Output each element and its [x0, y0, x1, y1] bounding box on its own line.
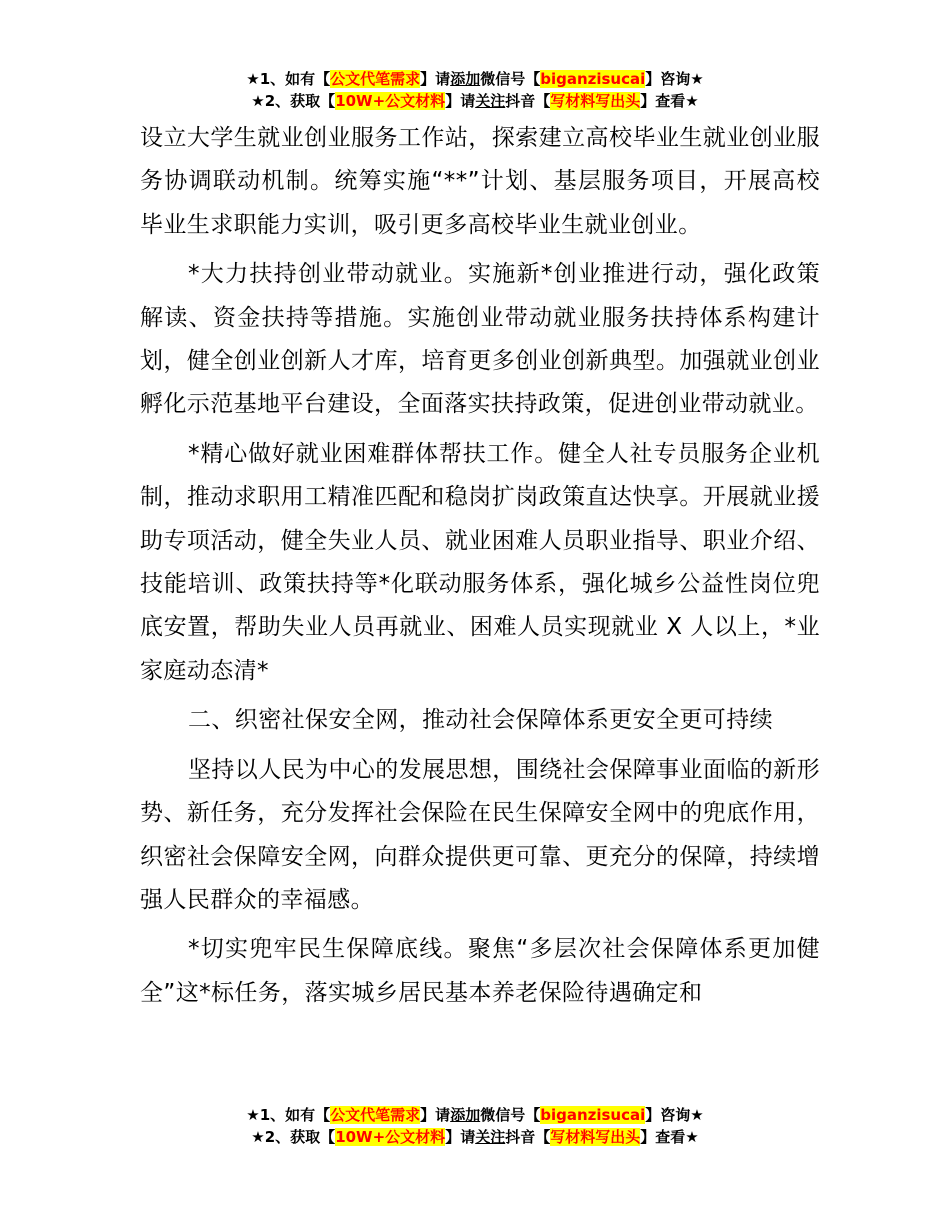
banner-highlight: 公文代笔需求 — [330, 1106, 421, 1124]
banner-text: ★1、如有【 — [246, 1106, 331, 1124]
banner-text: 】查看★ — [640, 92, 699, 110]
banner-underlined: 关注 — [475, 1128, 506, 1146]
banner-text: 】请 — [420, 1106, 451, 1124]
header-banner — [0, 68, 950, 112]
banner-line-2 — [0, 90, 950, 112]
banner-text: 】请 — [445, 92, 476, 110]
banner-highlight: 10W+公文材料 — [335, 92, 446, 110]
banner-text: 】查看★ — [640, 1128, 699, 1146]
paragraph-2: *大力扶持创业带动就业。实施新*创业推进行动，强化政策解读、资金扶持等措施。实施创业带动就业服务扶持体系构建计划，健全创业创新人才库，培育更多创业创新典型。加强就业创业孵化示范基地平台建设，全面落实扶持政策，促进创业带动就业。 — [140, 261, 820, 418]
banner-highlight: 写材料写出头 — [550, 1128, 641, 1146]
banner-text: 】咨询★ — [645, 1106, 704, 1124]
document-body — [140, 117, 820, 1015]
banner-text: ★2、获取【 — [251, 92, 336, 110]
paragraph-3: *精心做好就业困难群体帮扶工作。健全人社专员服务企业机制，推动求职用工精准匹配和稳岗扩岗政策直达快享。开展就业援助专项活动，健全失业人员、就业困难人员职业指导、职业介绍、技能培训、政策扶持等*化联动服务体系，强化城乡公益性岗位兜底安置，帮助失业人员再就业、困难人员实现就业 X 人以上，*业家庭动态清* — [140, 440, 820, 684]
banner-underlined: 关注 — [475, 92, 506, 110]
paragraph-4: 坚持以人民为中心的发展思想，围绕社会保障事业面临的新形势、新任务，充分发挥社会保险在民生保障安全网中的兜底作用，织密社会保障安全网，向群众提供更可靠、更充分的保障，持续增强人民群众的幸福感。 — [140, 756, 820, 913]
banner-text: 】咨询★ — [645, 70, 704, 88]
banner-highlight: 10W+公文材料 — [335, 1128, 446, 1146]
banner-text: ★1、如有【 — [246, 70, 331, 88]
banner-text: 微信号【 — [480, 70, 541, 88]
banner-line-2 — [0, 1126, 950, 1148]
banner-text: 】请 — [445, 1128, 476, 1146]
banner-highlight: 写材料写出头 — [550, 92, 641, 110]
banner-line-1 — [0, 1104, 950, 1126]
footer-banner — [0, 1104, 950, 1148]
banner-highlight: biganzisucai — [540, 70, 646, 88]
banner-text: 抖音【 — [505, 1128, 551, 1146]
section-heading: 二、织密社保安全网，推动社会保障体系更安全更可持续 — [188, 707, 773, 734]
paragraph-1: 设立大学生就业创业服务工作站，探索建立高校毕业生就业创业服务协调联动机制。统筹实施“**”计划、基层服务项目，开展高校毕业生求职能力实训，吸引更多高校毕业生就业创业。 — [140, 125, 820, 238]
banner-highlight: biganzisucai — [540, 1106, 646, 1124]
banner-text: 微信号【 — [480, 1106, 541, 1124]
paragraph-5: *切实兜牢民生保障底线。聚焦“多层次社会保障体系更加健全”这*标任务，落实城乡居民基本养老保险待遇确定和 — [140, 936, 820, 1006]
banner-text: 抖音【 — [505, 92, 551, 110]
banner-line-1 — [0, 68, 950, 90]
banner-highlight: 公文代笔需求 — [330, 70, 421, 88]
banner-text: 】请 — [420, 70, 451, 88]
banner-underlined: 添加 — [450, 1106, 481, 1124]
banner-underlined: 添加 — [450, 70, 481, 88]
banner-text: ★2、获取【 — [251, 1128, 336, 1146]
